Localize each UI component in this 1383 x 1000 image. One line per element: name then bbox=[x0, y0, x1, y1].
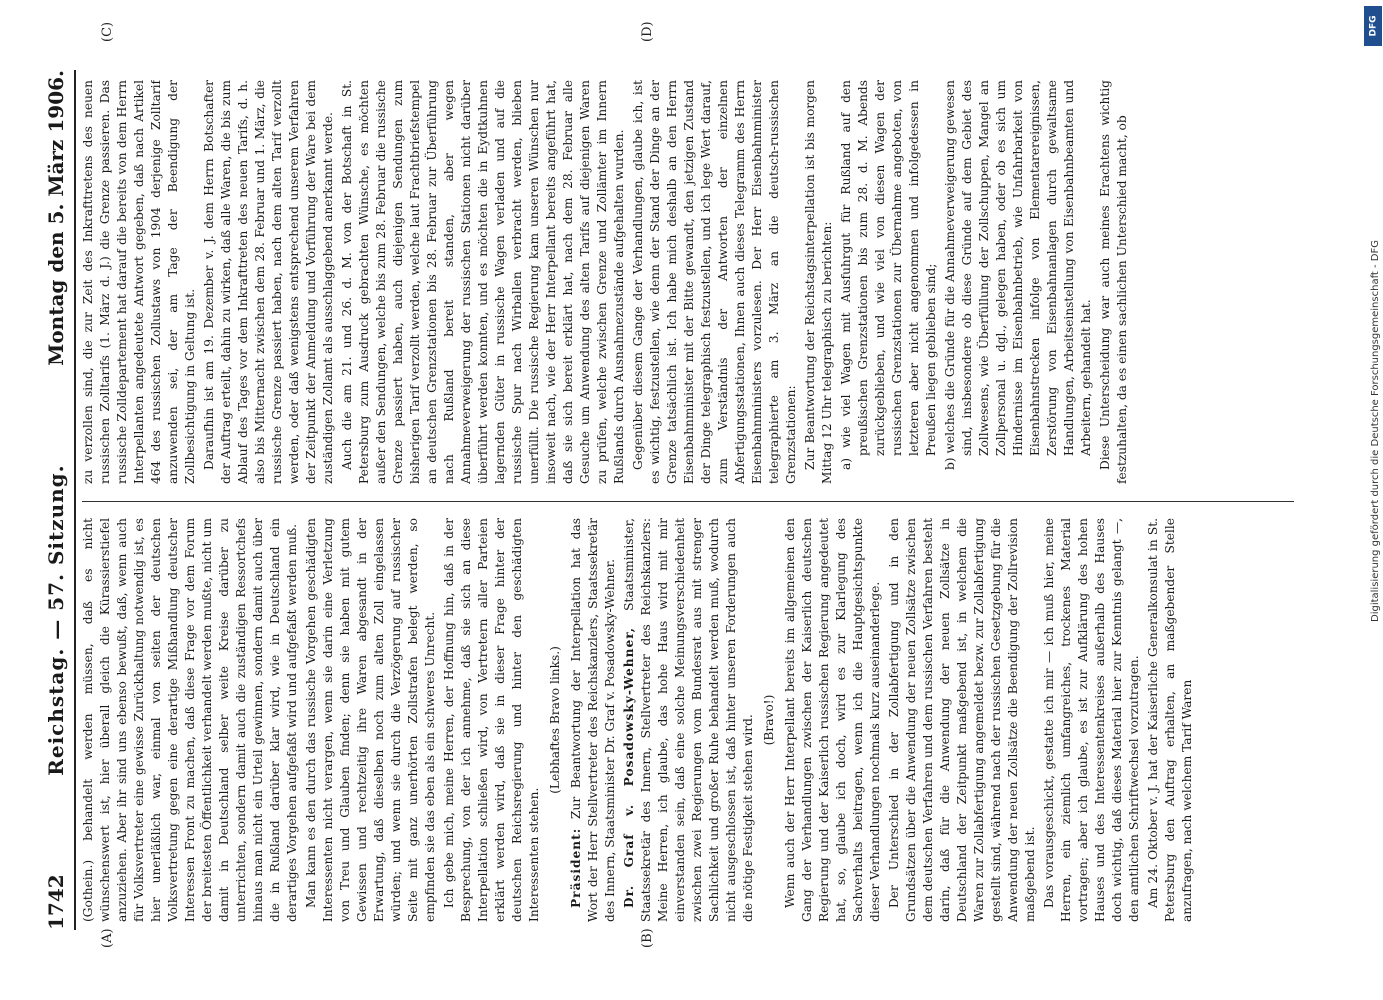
applause-note: (Lebhaftes Bravo links.) bbox=[548, 646, 562, 794]
speech-text: Staatsminister, Staatssekretär des Innern, Stellvertreter des Reichskanzlers: Meine Herren, ich glaube, das hohe Haus wird mit mir einverstanden sein, daß eine solche Meinungsverschiedenheit zwischen zwei Regierungen vom Bundesrat aus mit strenger Sachlichkeit und großer Ruhe behandelt werden muß, wodurch nicht ausgeschlossen ist, daß hinter unseren Forderungen auch die nötige Festigkeit stehen wird. bbox=[622, 518, 755, 922]
paragraph: Diese Unterscheidung war auch meines Erachtens wichtig festzuhalten, da es einen sachlichen Unterschied macht, ob bbox=[1098, 80, 1129, 484]
session-date: Montag den 5. März 1906. bbox=[44, 70, 68, 366]
speaker-name: Präsident: bbox=[569, 827, 583, 908]
paragraph: Man kann es den durch das russische Vorgehen geschädigten Interessenten nicht verargen, wenn sie darin eine Verletzung von Treu und Glauben finden; denn sie haben mit gutem Gewissen und rechtzeitig ihre Waren abgesandt in der Erwartung, daß dieselben noch zum alten Zoll eingelassen würden; und wenn sie durch die Verzögerung auf russischer Seite mit ganz unerhörten Zollstrafen belegt werden, so empfinden sie das eben als ein schweres Unrecht. bbox=[304, 518, 437, 922]
paragraph: Ich gebe mich, meine Herren, der Hoffnung hin, daß in der Besprechung, von der ich annehme, daß sie sich an diese Interpellation schließen wird, von Vertretern aller Parteien erklärt werden wird, daß sie in dieser Frage hinter der deutschen Reichsregierung und hinter den geschädigten Interessenten stehen. bbox=[442, 518, 541, 922]
dfg-logo-text: DFG bbox=[1368, 15, 1379, 37]
paragraph: Am 24. Oktober v. J. hat der Kaiserliche Generalkonsulat in St. Petersburg den Auftrag erhalten, an maßgebender Stelle anzufragen, nach welchem Tarif Waren bbox=[1146, 518, 1194, 922]
paragraph: Gegenüber diesem Gange der Verhandlungen, glaube ich, ist es wichtig, festzustellen, wie denn der Stand der Dinge an der Grenze tatsächlich ist. Ich habe mich deshalb an den Herrn Eisenbahnminister mit der Bitte gewandt, den jetzigen Zustand der Dinge telegraphisch festzustellen, und ich lege Wert darauf, zum Verständnis der Antworten der einzelnen Abfertigungsstationen, Ihnen auch dieses Telegramm des Herrn Eisenbahnministers vorzulesen. Der Herr Eisenbahnminister telegraphierte am 3. März an die deutsch-russischen Grenzstationen: bbox=[631, 80, 798, 484]
speaker-name: Dr. Graf v. Posadowsky-Wehner, bbox=[622, 626, 636, 908]
margin-marker-a: (A) bbox=[100, 928, 115, 948]
paragraph: Das vorausgeschickt, gestatte ich mir — ich muß hier, meine Herren, ein ziemlich umfangreiches, trockenes Material vortragen; aber ich glaube, es ist zur Aufklärung des hohen Hauses und des Interessentenkreises außerhalb des Hauses doch wichtig, daß dieses Material hier zur Kenntnis gelangt —, den amtlichen Schriftwechsel vorzutragen. bbox=[1042, 518, 1141, 922]
session-title: Reichstag. — 57. Sitzung. bbox=[44, 464, 68, 776]
right-column bbox=[80, 80, 1300, 484]
paragraph: Wenn auch der Herr Interpellant bereits im allgemeinen den Gang der Verhandlungen zwischen der Kaiserlich deutschen Regierung und der Kaiserlich russischen Regierung angedeutet hat, so, glaube ich doch, wird es zur Klarlegung des Sachverhalts beitragen, wenn ich die Hauptgesichtspunkte dieser Verhandlungen nochmals kurz auseinanderlege. bbox=[783, 518, 882, 922]
digitization-credit bbox=[1362, 0, 1383, 1000]
applause-note: (Bravo!) bbox=[762, 694, 776, 746]
dfg-logo bbox=[1364, 6, 1382, 46]
column-divider bbox=[82, 501, 1294, 502]
paragraph: (Gothein.) behandelt werden müssen, daß es nicht wünschenswert ist, hier überall gleich die Kürassierstiefel anzuziehen. Aber ihr sind uns ebenso bewußt, daß, wenn auch für Volksvertreter eine gewisse Zurückhaltung notwendig ist, es hier unerläßlich war, einmal von seiten der deutschen Volksvertretung gegen eine derartige Mißhandlung deutscher Interessen Front zu machen, daß diese Frage vor dem Forum der breitesten Öffentlichkeit verhandelt werden mußte, nicht um damit in Deutschland selber weite Kreise darüber zu unterrichten, sondern damit auch die zuständigen Ressortchefs hinaus man nicht ein Urteil gewinnen, sondern damit auch über die in Rußland darüber klar wird, wie in Deutschland ein derartiges Vorgehen aufgefaßt wird und aufgefaßt werden muß. bbox=[81, 518, 299, 922]
page-number: 1742 bbox=[44, 874, 68, 930]
credit-text: Digitalisierung gefördert durch die Deutsche Forschungsgemeinschaft - DFG bbox=[1370, 239, 1381, 622]
paragraph: Der Unterschied in der Zollabfertigung und in den Grundsätzen über die Anwendung der neuen Zollsätze zwischen dem deutschen Verfahren und dem russischen Verfahren besteht darin, daß für die Anwendung der neuen Zollsätze in Deutschland der Zeitpunkt maßgebend ist, in welchem die Waren zur Zollabfertigung angemeldet bezw. zur Zollabfertigung gestellt sind, während nach der russischen Gesetzgebung für die Anwendung der neuen Zollsätze die Beendigung der Zollrevision maßgebend ist. bbox=[887, 518, 1037, 922]
margin-marker-b: (B) bbox=[640, 928, 655, 948]
margin-marker-d: (D) bbox=[640, 21, 655, 42]
paragraph bbox=[621, 518, 757, 922]
left-column bbox=[80, 518, 1300, 922]
speech-text: Zur Beantwortung der Interpellation hat das Wort der Herr Stellvertreter des Reichskanzlers, Staatssekretär des Innern, Staatsminister Dr. Graf v. Posadowsky-Wehner. bbox=[569, 518, 617, 922]
list-item: a) wie viel Wagen mit Ausfuhrgut für Rußland auf den preußischen Grenzstationen bis zum 28. d. M. Abends zurückgeblieben, und wie viel von diesen Wagen der russischen Grenzstationen zur Übernahme angeboten, von letzteren aber nicht angenommen und infolgedessen in Preußen liegen geblieben sind; bbox=[839, 80, 938, 470]
paragraph bbox=[568, 518, 619, 922]
paragraph: zu verzollen sind, die zur Zeit des Inkrafttretens des neuen russischen Zolltarifs (1. März d. J.) die Grenze passieren. Das russische Zolldepartement hat darauf die bereits von dem Herrn Interpellanten angedeutete Antwort gegeben, daß nach Artikel 464 des russischen Zollustaws von 1904 derjenige Zolltarif anzuwenden sei, der am Tage der Beendigung der Zollbesichtigung in Geltung ist. bbox=[81, 80, 197, 484]
margin-marker-c: (C) bbox=[100, 21, 115, 42]
page-header bbox=[38, 70, 76, 930]
list-item: b) welches die Gründe für die Annahmeverweigerung gewesen sind, insbesondere ob diese Gründe auf dem Gebiet des Zollwesens, wie Überfüllung der Zollschuppen, Mangel an Zollpersonal u. dgl., gelegen haben, oder ob es sich um Hindernisse im Eisenbahnbetrieb, wie Unfahrbarkeit von Eisenbahnstrecken infolge von Elementarereignissen, Zerstörung von Eisenbahnanlagen durch gewaltsame Handlungen, Arbeitseinstellung von Eisenbahnbeamten und Arbeitern, gehandelt hat. bbox=[943, 80, 1093, 470]
paragraph: Zur Beantwortung der Reichstagsinterpellation ist bis morgen Mittag 12 Uhr telegraphisch zu berichten: bbox=[803, 80, 834, 484]
paragraph: Daraufhin ist am 19. Dezember v. J. dem Herrn Botschafter der Auftrag erteilt, dahin zu wirken, daß alle Waren, die bis zum Ablauf des Tages vor dem Inkrafttreten des neuen Tarifs, d. h. also bis Mitternacht zwischen dem 28. Februar und 1. März, die russische Grenze passiert haben, nach dem alten Tarif verzollt werden, oder daß wenigstens entsprechend unserem Verfahren der Zeitpunkt der Anmeldung und Vorführung der Ware bei dem zuständigen Zollamt als ausschlaggebend anerkannt werde. bbox=[202, 80, 335, 484]
paragraph: Auch die am 21. und 26. d. M. von der Botschaft in St. Petersburg zum Ausdruck gebrachten Wünsche, es möchten außer den Sendungen, welche bis zum 28. Februar die russische Grenze passiert haben, auch diejenigen Sendungen zum bisherigen Tarif verzollt werden, welche laut Frachtbriefstempel an deutschen Grenzstationen bis 28. Februar zur Überführung nach Rußland bereit standen, aber wegen Annahmeverweigerung der russischen Stationen nicht darüber überführt werden konnten, und es möchten die in Eydtkuhnen lagernden Güter in russische Wagen verladen und auf die russische Spur nach Wirballen verbracht werden, blieben unerfüllt. Die russische Regierung kam unseren Wünschen nur insoweit nach, wie der Herr Interpellant bereits angeführt hat, daß sie sich bereit erklärt hat, nach dem 28. Februar alle Gesuche um Anwendung des alten Tarifs auf diejenigen Waren zu prüfen, welche zwischen Grenze und Zollämter im Innern Rußlands durch Ausnahmezustände aufgehalten wurden. bbox=[340, 80, 626, 484]
